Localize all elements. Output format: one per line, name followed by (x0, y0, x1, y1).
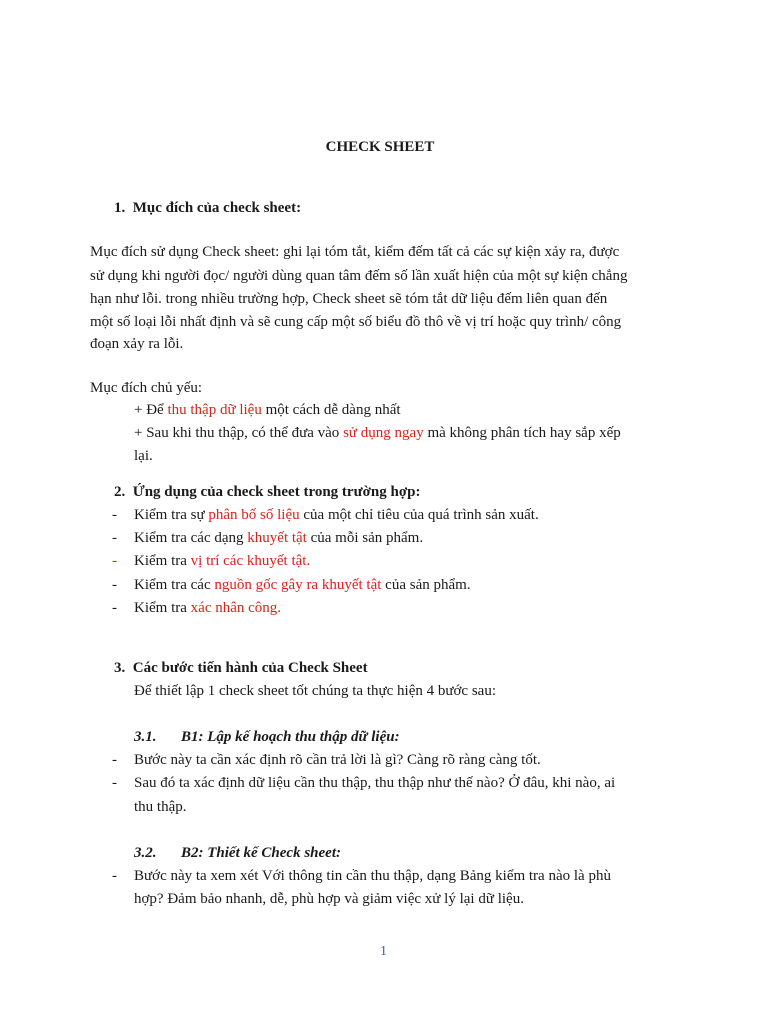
purpose-item-continuation: lại. (134, 448, 153, 464)
list-item: Kiểm tra sự phân bố số liệu của một chỉ tiêu của quá trình sản xuất. (134, 507, 539, 523)
paragraph-line: hạn như lỗi. trong nhiều trường hợp, Check sheet sẽ tóm tắt dữ liệu đếm liên quan đến (90, 291, 608, 307)
paragraph-line: đoạn xảy ra lỗi. (90, 336, 184, 352)
purpose-item: + Để thu thập dữ liệu một cách dễ dàng nhất (134, 402, 401, 418)
bullet-dash: - (112, 553, 117, 569)
list-item: Bước này ta cần xác định rõ cần trả lời là gì? Càng rõ ràng càng tốt. (134, 752, 541, 768)
list-item-continuation: hợp? Đảm bảo nhanh, dễ, phù hợp và giảm việc xử lý lại dữ liệu. (134, 891, 524, 907)
bullet-dash: - (112, 600, 117, 616)
section-1-heading: 1. Mục đích của check sheet: (114, 200, 302, 216)
bullet-dash: - (112, 775, 117, 791)
section-2-heading: 2. Ứng dụng của check sheet trong trường hợp: (114, 484, 421, 500)
bullet-dash: - (112, 868, 117, 884)
bullet-dash: - (112, 530, 117, 546)
list-item: Kiểm tra các dạng khuyết tật của mỗi sản phẩm. (134, 530, 424, 546)
list-item: Kiểm tra xác nhân công. (134, 600, 282, 616)
bullet-dash: - (112, 752, 117, 768)
list-item: Kiểm tra vị trí các khuyết tật. (134, 553, 311, 569)
page-number: 1 (380, 944, 387, 959)
list-item: Kiểm tra các nguồn gốc gây ra khuyết tật của sản phẩm. (134, 577, 471, 593)
list-item: Bước này ta xem xét Với thông tin cần thu thập, dạng Bảng kiểm tra nào là phù (134, 868, 611, 884)
paragraph-line: một số loại lỗi nhất định và sẽ cung cấp một số biểu đồ thô về vị trí hoặc quy trình/ công (90, 314, 622, 330)
purpose-item: + Sau khi thu thập, có thể đưa vào sử dụng ngay mà không phân tích hay sắp xếp (134, 425, 621, 441)
section-3-heading: 3. Các bước tiến hành của Check Sheet (114, 660, 368, 676)
bullet-dash: - (112, 507, 117, 523)
subsection-heading: B1: Lập kế hoạch thu thập dữ liệu: (181, 729, 400, 745)
list-item-continuation: thu thập. (134, 799, 187, 815)
section-3-intro: Để thiết lập 1 check sheet tốt chúng ta thực hiện 4 bước sau: (134, 683, 496, 699)
list-item: Sau đó ta xác định dữ liệu cần thu thập, thu thập như thế nào? Ở đâu, khi nào, ai (134, 775, 616, 791)
paragraph-line: Mục đích sử dụng Check sheet: ghi lại tóm tắt, kiểm đếm tất cả các sự kiện xảy ra, được (90, 244, 620, 260)
subsection-num: 3.2. (134, 845, 157, 861)
page-title: CHECK SHEET (325, 139, 435, 155)
purpose-label: Mục đích chủ yếu: (90, 380, 203, 396)
subsection-num: 3.1. (134, 729, 157, 745)
subsection-heading: B2: Thiết kế Check sheet: (181, 845, 341, 861)
bullet-dash: - (112, 577, 117, 593)
paragraph-line: sử dụng khi người đọc/ người dùng quan tâm đếm số lần xuất hiện của một sự kiện chẳng (90, 268, 628, 284)
